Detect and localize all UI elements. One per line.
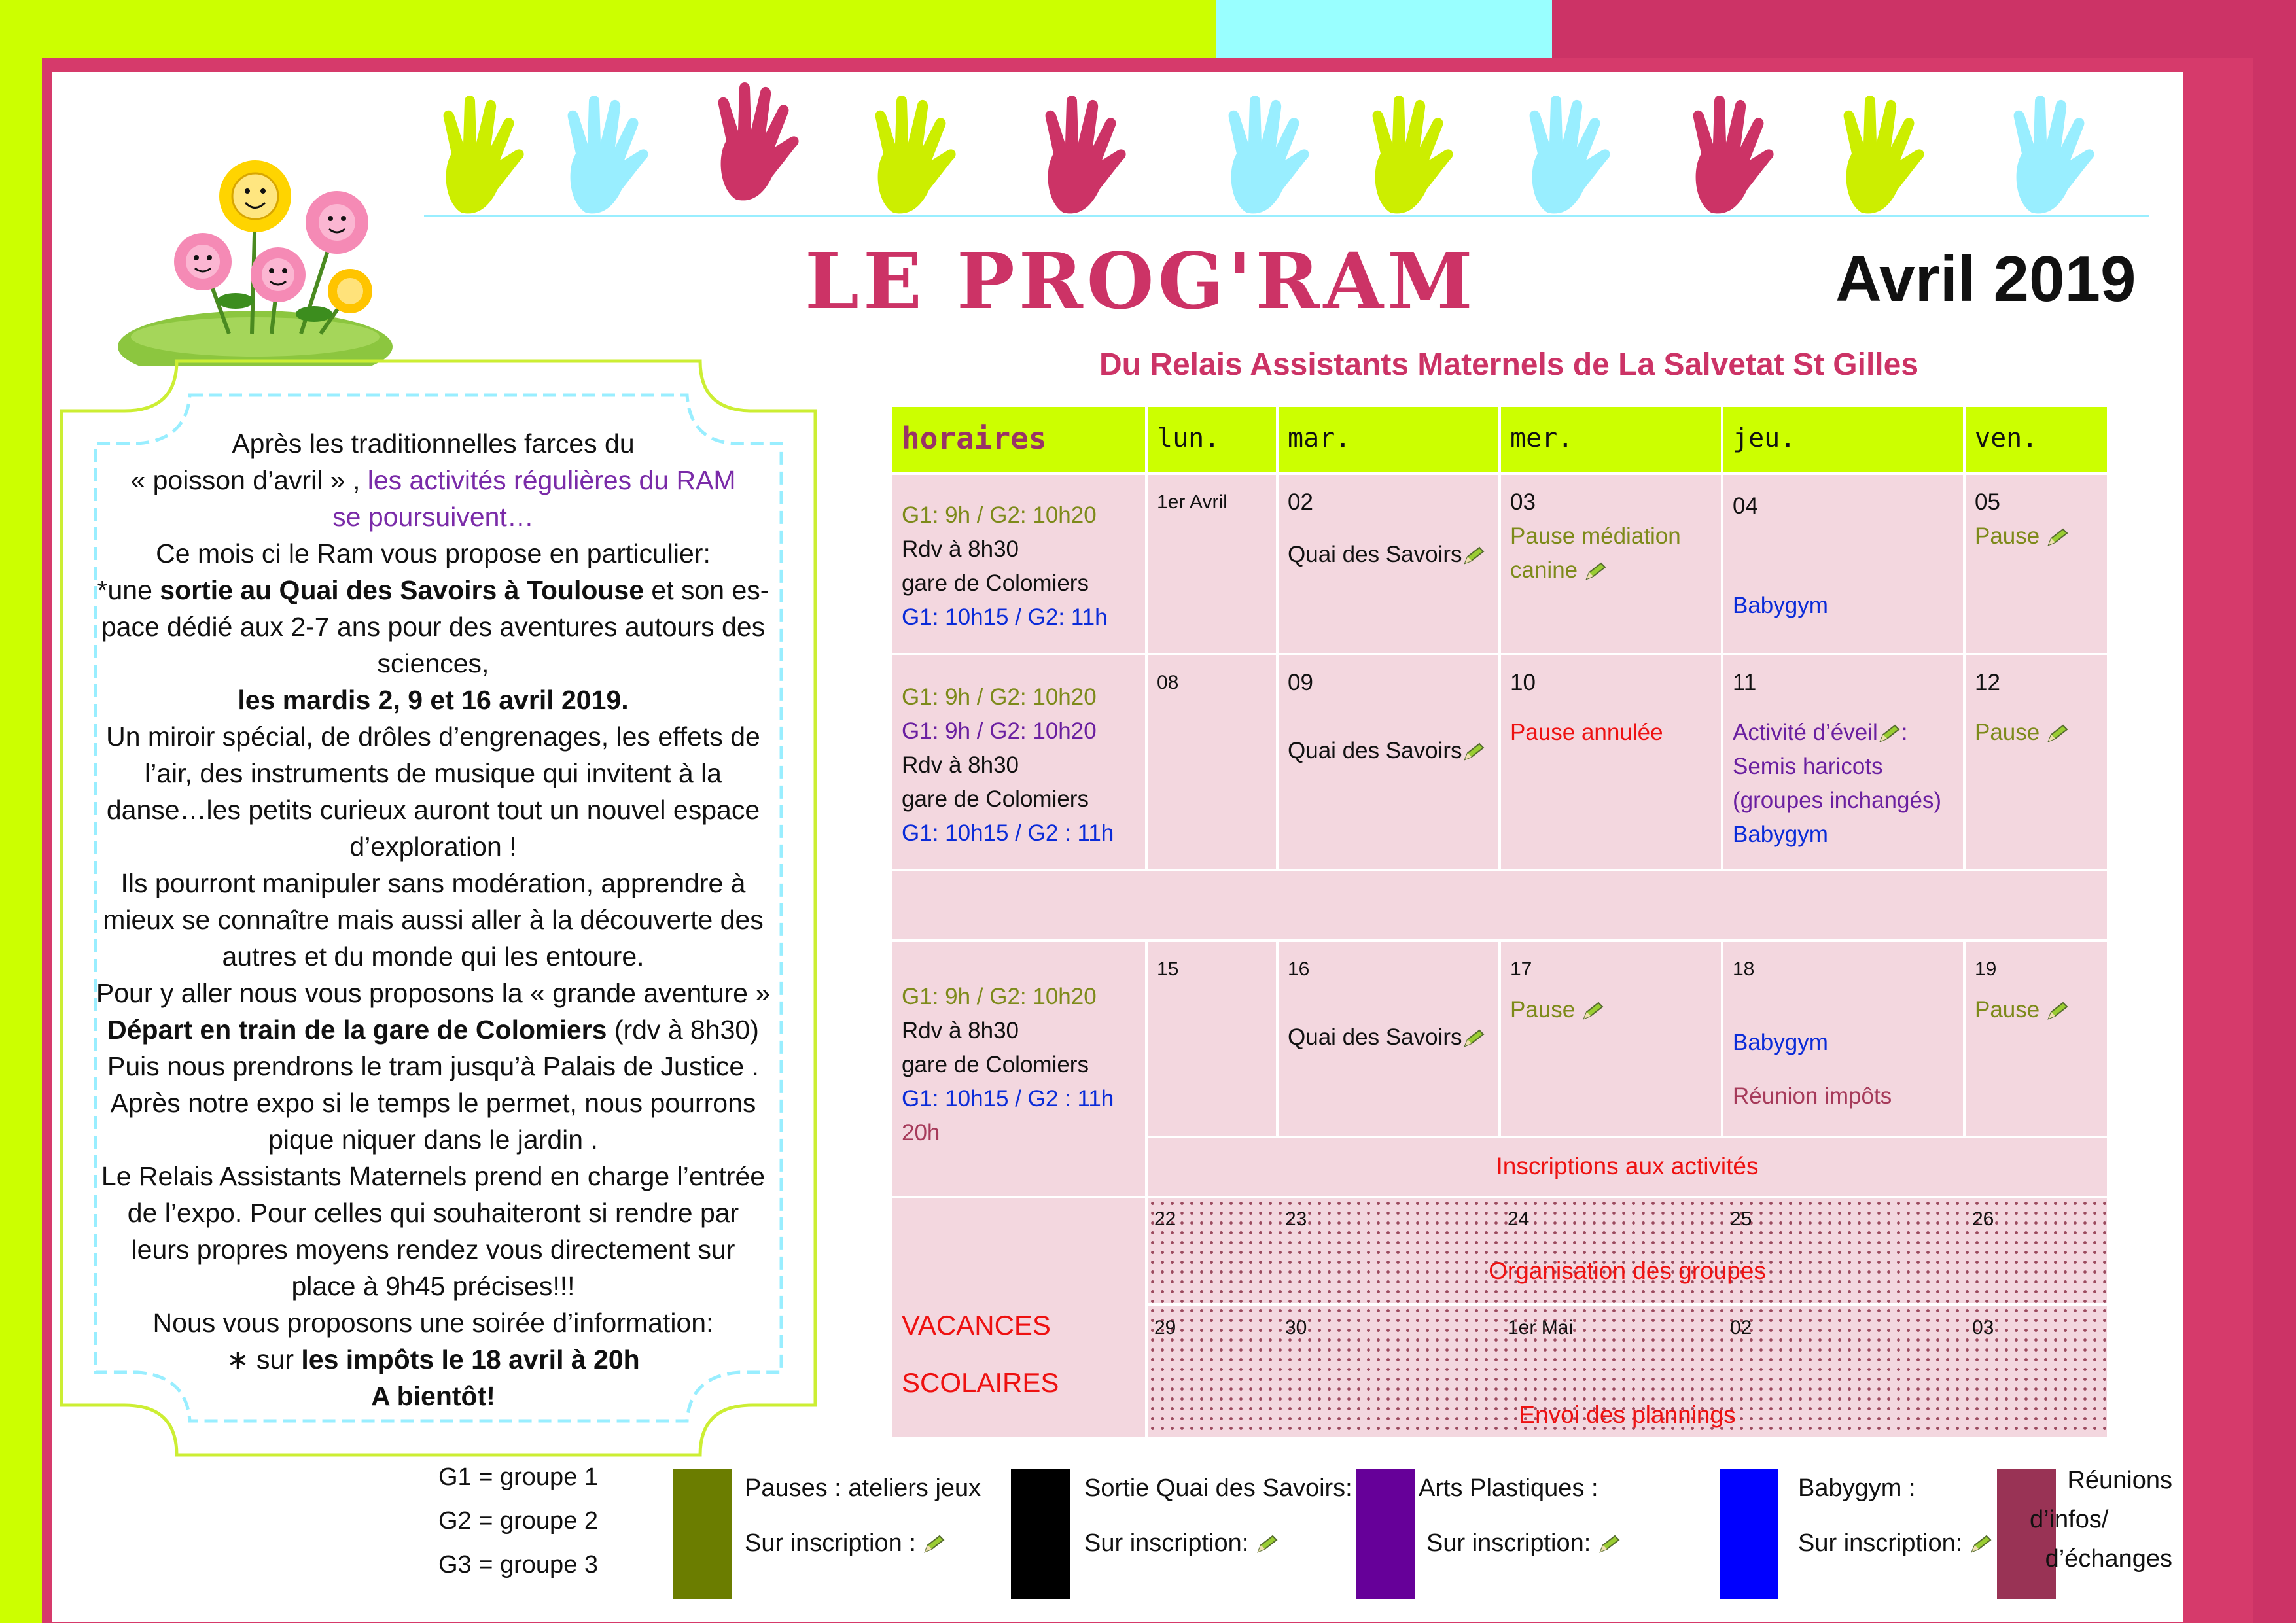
day-cell [1501, 475, 1721, 653]
intro-text-span: ∗ sur [226, 1344, 302, 1374]
handprint-pink-icon [707, 79, 805, 203]
intro-line: autres et du monde qui les entoure. [222, 941, 645, 971]
legend-label: d’échanges [2045, 1545, 2172, 1573]
handprint-cyan-icon [2002, 92, 2100, 216]
pencil-icon [2046, 528, 2070, 548]
group-label: G1 = groupe 1 [438, 1463, 599, 1491]
day-number: 02 [1288, 489, 1313, 515]
activity-label: Semis haricots [1733, 754, 1883, 779]
intro-bold: les impôts le 18 avril à 20h [301, 1344, 640, 1374]
handprint-lime-icon [1832, 92, 1930, 216]
day-number: 19 [1975, 958, 1997, 980]
legend-swatch-pauses [673, 1469, 732, 1599]
intro-line: place à 9h45 précises!!! [291, 1271, 575, 1301]
week1-hours [892, 475, 1145, 653]
intro-line: se poursuivent… [332, 502, 534, 532]
activity-text: Quai des Savoirs [1288, 542, 1462, 567]
hours-line: gare de Colomiers [902, 570, 1089, 596]
legend-text: Sur inscription : [745, 1529, 923, 1557]
intro-highlight: les activités régulières du RAM [367, 465, 736, 495]
handprint-cyan-icon [1217, 92, 1315, 216]
legend-label: Pauses : ateliers jeux [745, 1475, 981, 1502]
legend-sortie [1084, 1461, 1352, 1571]
activity-text: Pause [1975, 997, 2040, 1022]
hours-line: 20h [902, 1120, 940, 1145]
intro-line: danse…les petits curieux auront tout un nouvel espace [106, 795, 760, 825]
pencil-icon [1598, 1535, 1621, 1554]
activity-text: : [1901, 720, 1908, 745]
pencil-icon [1969, 1535, 1993, 1554]
day-number: 10 [1510, 670, 1536, 695]
flowers-illustration [105, 150, 399, 366]
pencil-icon [2046, 1002, 2070, 1021]
day-number: 11 [1733, 670, 1757, 695]
activity-label [1510, 993, 1712, 1027]
intro-bold: sortie au Quai des Savoirs à Toulouse [160, 575, 645, 605]
pencil-icon [1581, 1002, 1605, 1021]
inscriptions-banner: Inscriptions aux activités [1496, 1153, 1759, 1179]
legend-swatch-babygym [1720, 1469, 1778, 1599]
legend-label [1798, 1516, 1993, 1571]
intro-line: Puis nous prendrons le tram jusqu’à Palais de Justice . [107, 1051, 759, 1081]
week2-hours [892, 655, 1145, 869]
intro-line: Ce mois ci le Ram vous propose en particulier: [156, 538, 711, 568]
intro-line [77, 1341, 789, 1378]
intro-bold: Départ en train de la gare de Colomiers [107, 1015, 607, 1045]
subtitle: Du Relais Assistants Maternels de La Salvetat St Gilles [1099, 347, 1919, 382]
day-number: 1er Avril [1157, 491, 1227, 513]
intro-text-span: et son es- [644, 575, 769, 605]
activity-text: Quai des Savoirs [1288, 738, 1462, 763]
col-header-tue: mar. [1279, 407, 1498, 472]
legend-label [1084, 1516, 1352, 1571]
legend-text: Sur inscription: [1084, 1529, 1256, 1557]
activity-label [1975, 519, 2098, 553]
intro-line [77, 462, 789, 498]
day-cell [1279, 655, 1498, 869]
activity-label [1288, 734, 1489, 768]
header-divider [424, 215, 2149, 217]
legend-label [1419, 1516, 1621, 1571]
legend-swatch-sortie [1011, 1469, 1070, 1599]
day-cell [1966, 655, 2107, 869]
legend-label: Sortie Quai des Savoirs: [1084, 1475, 1352, 1502]
day-cell [1148, 942, 1276, 1136]
pencil-icon [1256, 1535, 1279, 1554]
vacances-label: VACANCES [902, 1310, 1051, 1340]
intro-line: d’exploration ! [349, 831, 517, 862]
legend-babygym [1798, 1461, 1993, 1571]
intro-line: Le Relais Assistants Maternels prend en charge l’entrée [101, 1161, 766, 1191]
activity-label [1975, 993, 2098, 1027]
day-number: 15 [1157, 958, 1179, 980]
day-number: 1er Mai [1508, 1317, 1574, 1338]
intro-line: pace dédié aux 2-7 ans pour des aventures autours des [101, 612, 766, 642]
legend-arts [1419, 1461, 1621, 1571]
day-cell [1723, 942, 1963, 1136]
intro-line: de l’expo. Pour celles qui souhaiteront si rendre par [127, 1198, 739, 1228]
handprint-lime-icon [432, 92, 530, 216]
top-band-lime [0, 0, 1216, 59]
intro-line [77, 572, 789, 608]
spacer-row [892, 871, 2107, 939]
hours-line: G1: 10h15 / G2 : 11h [902, 1086, 1114, 1111]
intro-line: Après les traditionnelles farces du [232, 428, 635, 459]
activity-label: Réunion impôts [1733, 1083, 1892, 1109]
pencil-icon [1584, 562, 1608, 582]
day-number: 30 [1285, 1317, 1307, 1338]
activity-label: Pause médiation [1510, 523, 1681, 549]
day-number: 29 [1154, 1317, 1176, 1338]
activity-text: canine [1510, 557, 1578, 583]
intro-bold: les mardis 2, 9 et 16 avril 2019. [238, 685, 629, 715]
intro-line: Après notre expo si le temps le permet, nous pourrons [110, 1088, 756, 1118]
intro-text-span: *une [97, 575, 160, 605]
intro-line [77, 1378, 789, 1414]
intro-line: Nous vous proposons une soirée d’information: [152, 1308, 714, 1338]
day-number: 03 [1972, 1317, 1994, 1338]
legend-label: Arts Plastiques : [1419, 1475, 1598, 1502]
intro-line: Un miroir spécial, de drôles d’engrenages, les effets de [106, 722, 760, 752]
col-header-thu: jeu. [1723, 407, 1963, 472]
activity-text: Quai des Savoirs [1288, 1024, 1462, 1050]
vacances-cell [892, 1198, 1145, 1437]
hours-line: Rdv à 8h30 [902, 1018, 1019, 1043]
day-number: 25 [1730, 1208, 1752, 1230]
day-number: 05 [1975, 489, 2000, 515]
intro-text [77, 412, 789, 1433]
day-number: 16 [1288, 958, 1310, 980]
col-header-horaires: horaires [892, 407, 1145, 472]
day-cell [1501, 942, 1721, 1136]
activity-label: Babygym [1733, 593, 1828, 618]
activity-label: (groupes inchangés) [1733, 788, 1942, 813]
intro-line [77, 682, 789, 718]
day-cell [1966, 942, 2107, 1136]
pencil-icon [1462, 546, 1486, 566]
handprint-lime-icon [864, 92, 962, 216]
col-header-mon: lun. [1148, 407, 1276, 472]
day-cell [1501, 655, 1721, 869]
activity-label [1733, 716, 1954, 750]
day-cell [1723, 475, 1963, 653]
legend-label: Babygym : [1798, 1475, 1916, 1502]
pencil-icon [1462, 742, 1486, 762]
legend-text: Sur inscription: [1426, 1529, 1598, 1557]
activity-text: Pause [1510, 997, 1576, 1022]
activity-label: Pause annulée [1510, 720, 1663, 745]
hours-line: G1: 10h15 / G2 : 11h [902, 820, 1114, 846]
activity-text: Pause [1975, 523, 2040, 549]
intro-line: pique niquer dans le jardin . [268, 1125, 598, 1155]
activity-label [1510, 553, 1712, 587]
day-cell [1723, 655, 1963, 869]
week3-hours [892, 942, 1145, 1196]
hours-line: G1: 9h / G2: 10h20 [902, 684, 1097, 710]
plannings-banner: Envoi des plannings [1519, 1401, 1736, 1428]
day-number: 26 [1972, 1208, 1994, 1230]
legend-swatch-arts [1356, 1469, 1415, 1599]
pencil-icon [1878, 724, 1901, 744]
day-number: 03 [1510, 489, 1536, 515]
col-header-wed: mer. [1501, 407, 1721, 472]
day-cell [1279, 475, 1498, 653]
activity-label: Babygym [1733, 1030, 1828, 1055]
intro-line: mieux se connaître mais aussi aller à la découverte des [103, 905, 764, 935]
legend-label: Réunions [2067, 1467, 2172, 1494]
intro-line: sciences, [377, 648, 489, 678]
legend-label: d’infos/ [2030, 1506, 2109, 1533]
left-lime-strip [0, 0, 42, 1623]
intro-text-span: (rdv à 8h30) [607, 1015, 759, 1045]
group-label: G2 = groupe 2 [438, 1507, 599, 1535]
intro-line: Pour y aller nous vous proposons la « grande aventure » [96, 978, 771, 1008]
activity-text: Activité d’éveil [1733, 720, 1878, 745]
day-cell [1148, 475, 1276, 653]
groups-legend [438, 1456, 598, 1587]
day-number: 08 [1157, 672, 1179, 693]
intro-bold: A bientôt! [371, 1381, 495, 1411]
day-cell [1966, 475, 2107, 653]
day-number: 17 [1510, 958, 1532, 980]
handprint-lime-icon [1361, 92, 1459, 216]
intro-line [77, 1011, 789, 1048]
top-band-pink [1552, 0, 2296, 59]
legend-reunions [2030, 1461, 2172, 1579]
pencil-icon [923, 1535, 946, 1554]
day-cell [1279, 942, 1498, 1136]
activity-label: Babygym [1733, 822, 1828, 847]
day-number: 18 [1733, 958, 1755, 980]
day-number: 09 [1288, 670, 1313, 695]
activity-text: Pause [1975, 720, 2040, 745]
month-label: Avril 2019 [1835, 243, 2136, 315]
handprint-pink-icon [1034, 92, 1132, 216]
page-title: LE PROG'RAM [805, 236, 1477, 326]
hours-line: Rdv à 8h30 [902, 536, 1019, 562]
vacances-label: SCOLAIRES [902, 1367, 1059, 1398]
day-number: 23 [1285, 1208, 1307, 1230]
legend-text: Sur inscription: [1798, 1529, 1969, 1557]
handprint-pink-icon [1682, 92, 1780, 216]
organisation-banner: Organisation des groupes [1489, 1257, 1766, 1284]
intro-text-span: « poisson d’avril » , [130, 465, 368, 495]
day-cell [1148, 655, 1276, 869]
intro-line: leurs propres moyens rendez vous directement sur [131, 1234, 735, 1265]
day-number: 24 [1508, 1208, 1530, 1230]
hours-line: Rdv à 8h30 [902, 752, 1019, 778]
activity-label [1288, 1021, 1489, 1055]
hours-line: gare de Colomiers [902, 1052, 1089, 1077]
group-label: G3 = groupe 3 [438, 1551, 599, 1579]
hours-line: G1: 10h15 / G2: 11h [902, 604, 1108, 630]
day-number: 12 [1975, 670, 2000, 695]
day-number: 22 [1154, 1208, 1176, 1230]
hours-line: gare de Colomiers [902, 786, 1089, 812]
handprint-cyan-icon [1518, 92, 1616, 216]
intro-line: Ils pourront manipuler sans modération, apprendre à [120, 868, 746, 898]
col-header-fri: ven. [1966, 407, 2107, 472]
legend-label [745, 1516, 981, 1571]
activity-label [1288, 538, 1489, 572]
pencil-icon [1462, 1029, 1486, 1049]
day-number: 04 [1733, 493, 1758, 519]
pencil-icon [2046, 724, 2070, 744]
hours-line: G1: 9h / G2: 10h20 [902, 718, 1097, 744]
day-number: 02 [1730, 1317, 1752, 1338]
hours-line: G1: 9h / G2: 10h20 [902, 502, 1097, 528]
intro-line: l’air, des instruments de musique qui invitent à la [145, 758, 722, 788]
top-band-cyan [1216, 0, 1552, 59]
schedule-table [892, 407, 2107, 1437]
handprint-cyan-icon [556, 92, 654, 216]
activity-label [1975, 716, 2098, 750]
legend-pauses [745, 1461, 981, 1571]
hours-line: G1: 9h / G2: 10h20 [902, 984, 1097, 1009]
